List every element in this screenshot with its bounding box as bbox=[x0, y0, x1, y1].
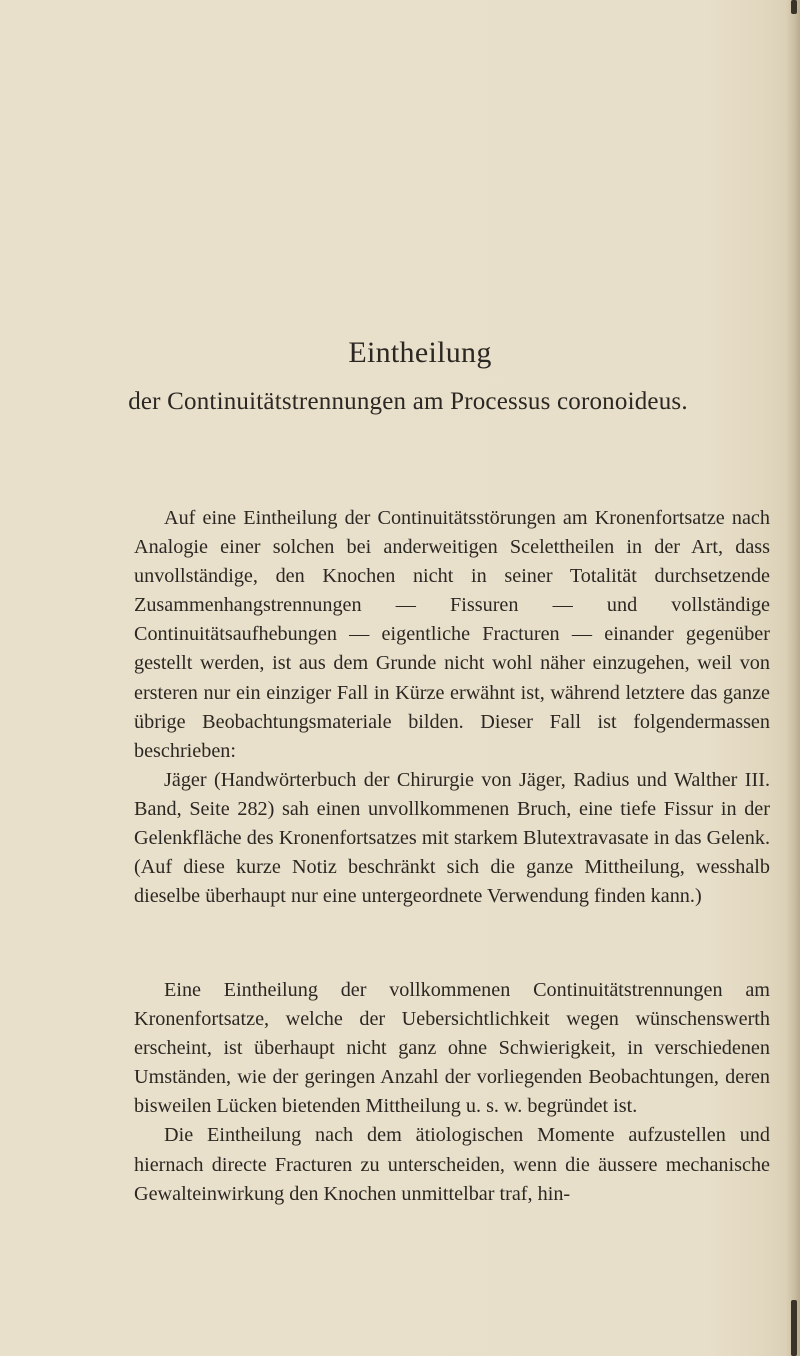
paragraph: Auf eine Eintheilung der Continuitätsstörungen am Kronenfortsatze nach Analogie einer solchen bei anderweitigen Scelettheilen in der Art, dass unvollständige, den Knochen nicht in seiner Totalität durchsetzende Zusammenhangstrennungen — Fissuren — und vollständige Continuitätsaufhebungen — eigentliche Fracturen — einander gegenüber gestellt werden, ist aus dem Grunde nicht wohl näher einzugehen, weil von ersteren nur ein einziger Fall in Kürze erwähnt ist, während letztere das ganze übrige Beobachtungsmateriale bilden. Dieser Fall ist folgendermassen beschrieben: bbox=[134, 507, 770, 762]
paragraph: Eine Eintheilung der vollkommenen Continuitätstrennungen am Kronenfortsatze, welche der Uebersichtlichkeit wegen wünschenswerth erscheint, ist überhaupt nicht ganz ohne Schwierigkeit, in verschiedenen Umständen, wie der geringen Anzahl der vorliegenden Beobachtungen, deren bisweilen Lücken bietenden Mittheilung u. s. w. begründet ist. bbox=[134, 979, 770, 1118]
paragraph: Die Eintheilung nach dem ätiologischen Momente aufzustellen und hiernach directe Fracturen zu unterscheiden, wenn die äussere mechanische Gewalteinwirkung den Knochen unmittelbar traf, hin- bbox=[134, 1124, 770, 1205]
page-edge bbox=[786, 0, 800, 1356]
page-subtitle: der Continuitätstrennungen am Processus coronoideus. bbox=[128, 388, 688, 415]
edge-mark bbox=[791, 0, 797, 14]
text-block bbox=[134, 976, 770, 1209]
edge-mark bbox=[791, 1300, 797, 1356]
text-block bbox=[134, 504, 770, 911]
paragraph: Jäger (Handwörterbuch der Chirurgie von Jäger, Radius und Walther III. Band, Seite 282) sah einen unvollkommenen Bruch, eine tiefe Fissur in der Gelenkfläche des Kronenfortsatzes mit starkem Blutextravasate in das Gelenk. (Auf diese kurze Notiz beschränkt sich die ganze Mittheilung, wesshalb dieselbe überhaupt nur eine untergeordnete Verwendung finden kann.) bbox=[134, 768, 770, 908]
page-title: Eintheilung bbox=[348, 336, 492, 369]
